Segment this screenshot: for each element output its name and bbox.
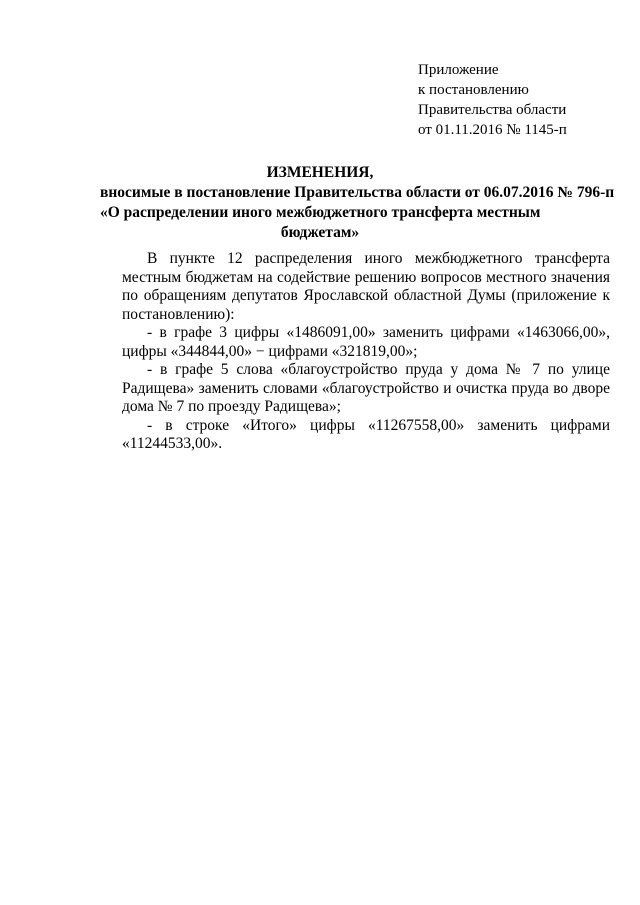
appendix-line-1: Приложение xyxy=(418,62,499,78)
appendix-block xyxy=(418,60,618,140)
appendix-line-3: Правительства области xyxy=(418,102,567,118)
heading-line-3: «О распределении иного межбюджетного трансферта местным xyxy=(100,204,541,221)
body-item-1: - в графе 3 цифры «1486091,00» заменить цифрами «1463066,00», цифры «344844,00» − цифрами «321819,00»; xyxy=(122,324,610,360)
document-body xyxy=(122,250,610,454)
heading-line-2: вносимые в постановление Правительства области от 06.07.2016 № 796-п xyxy=(100,184,615,201)
appendix-line-4: от 01.11.2016 № 1145-п xyxy=(418,122,567,138)
body-intro-paragraph: В пункте 12 распределения иного межбюджетного трансферта местным бюджетам на содействие решению вопросов местного значения по обращениям депутатов Ярославской областной Думы (приложение к постановлению): xyxy=(122,250,610,323)
body-item-3: - в строке «Итого» цифры «11267558,00» заменить цифрами «11244533,00». xyxy=(122,416,610,452)
body-item-2: - в графе 5 слова «благоустройство пруда у дома № 7 по улице Радищева» заменить словами «благоустройство и очистка пруда во дворе дома № 7 по проезду Радищева»; xyxy=(122,361,610,415)
appendix-line-2: к постановлению xyxy=(418,82,529,98)
heading-line-4: бюджетам» xyxy=(280,224,360,241)
document-heading xyxy=(100,163,615,243)
heading-title: ИЗМЕНЕНИЯ, xyxy=(266,164,374,181)
